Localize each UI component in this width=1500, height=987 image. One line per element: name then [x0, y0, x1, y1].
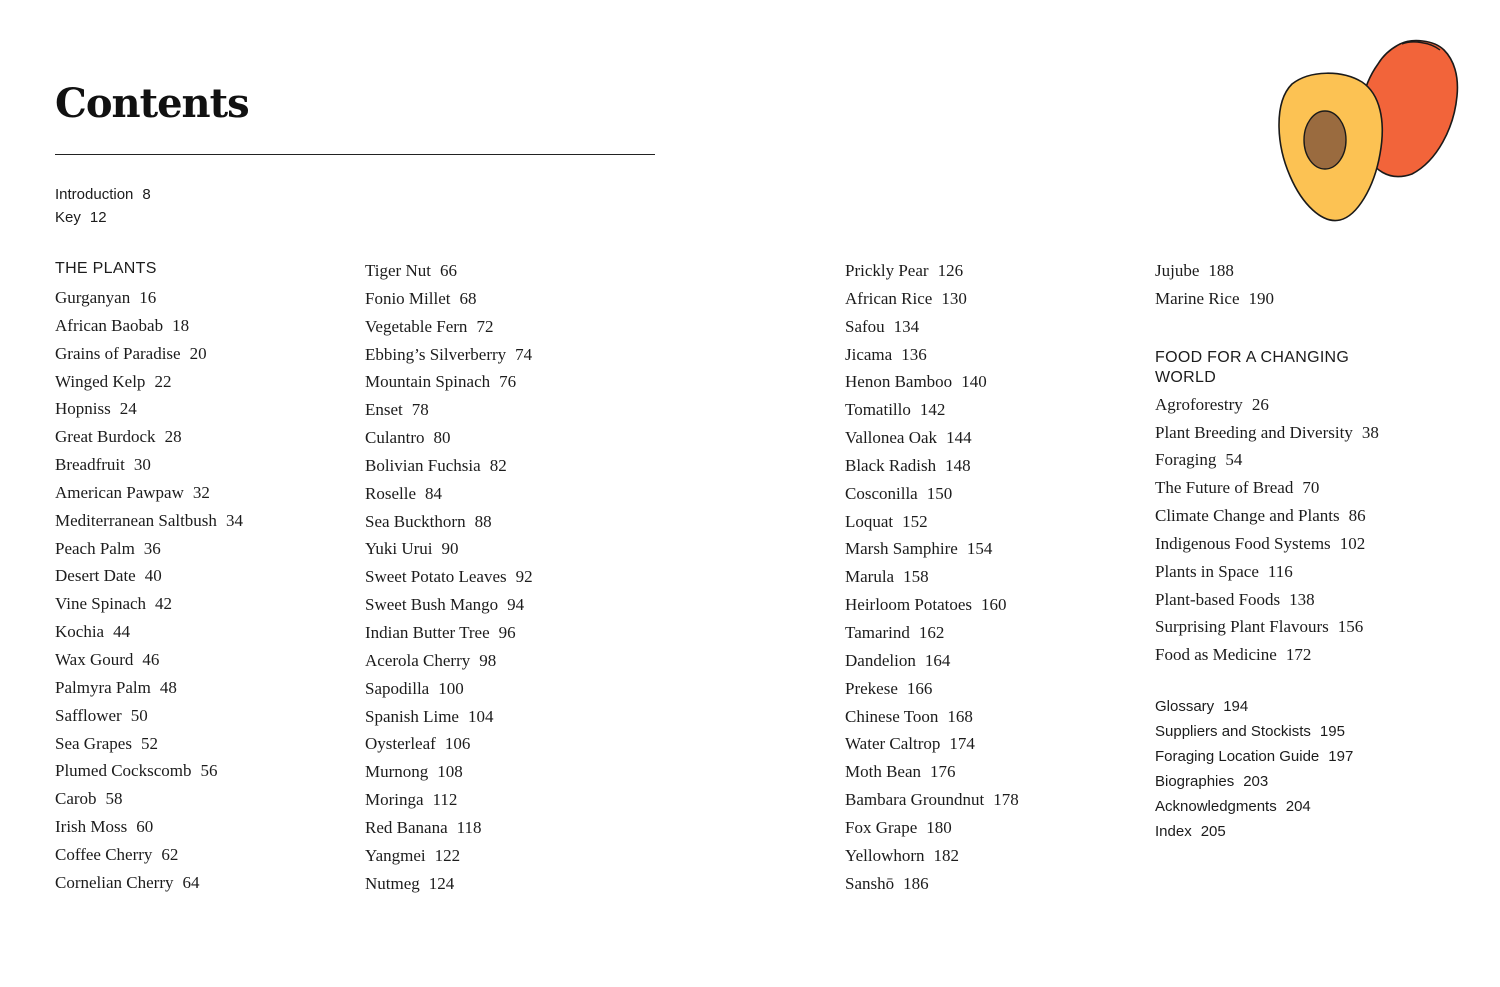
entry-page: 38 [1361, 422, 1379, 442]
front-matter-list [55, 183, 151, 229]
entry-label: Carob [55, 789, 97, 809]
toc-entry[interactable] [55, 183, 151, 206]
entry-page: 124 [428, 873, 455, 893]
entry-label: Sweet Potato Leaves [365, 567, 507, 587]
seed-icon [1304, 111, 1346, 169]
toc-entry[interactable] [365, 758, 533, 786]
entry-label: Introduction [55, 186, 134, 203]
toc-entry[interactable] [1155, 285, 1379, 313]
entry-page: 74 [515, 344, 533, 364]
entry-label: Kochia [55, 622, 105, 642]
entry-page: 16 [139, 288, 157, 307]
entry-page: 26 [1251, 394, 1269, 414]
entry-page: 195 [1319, 723, 1345, 741]
entry-page: 30 [133, 455, 151, 475]
entry-label: Index [1155, 823, 1192, 841]
toc-entry[interactable] [55, 869, 243, 897]
entry-page: 58 [105, 789, 123, 809]
entry-page: 154 [966, 539, 993, 559]
entry-page: 122 [434, 845, 461, 865]
entry-page: 106 [444, 734, 471, 754]
entry-page: 56 [200, 761, 218, 781]
entry-label: Sweet Bush Mango [365, 595, 499, 615]
entry-label: Sea Grapes [55, 733, 132, 753]
entry-page: 12 [89, 209, 107, 226]
toc-entry[interactable] [845, 563, 1019, 591]
toc-entry[interactable] [55, 206, 151, 229]
toc-entry[interactable] [845, 341, 1019, 369]
entry-label: Surprising Plant Flavours [1155, 617, 1329, 637]
entry-label: Bolivian Fuchsia [365, 455, 481, 475]
entry-page: 190 [1248, 288, 1274, 308]
entry-page: 80 [433, 428, 451, 448]
entry-page: 178 [993, 790, 1019, 810]
toc-entry[interactable] [365, 563, 533, 591]
entry-label: Vegetable Fern [365, 316, 468, 336]
entry-page: 40 [144, 566, 162, 586]
entry-label: Roselle [365, 483, 416, 503]
entry-page: 205 [1200, 823, 1226, 841]
entry-label: Mountain Spinach [365, 372, 491, 392]
toc-entry[interactable] [55, 479, 243, 507]
entry-label: Winged Kelp [55, 371, 146, 391]
toc-entry[interactable] [1155, 474, 1379, 502]
entry-label: Peach Palm [55, 538, 135, 558]
entry-label: Moringa [365, 790, 424, 810]
entry-label: Glossary [1155, 698, 1215, 716]
entry-label: Culantro [365, 428, 425, 448]
entry-page: 116 [1267, 561, 1293, 581]
toc-entry[interactable] [1155, 502, 1379, 530]
toc-entry[interactable] [845, 758, 1019, 786]
toc-entry[interactable] [365, 730, 533, 758]
toc-entry[interactable] [845, 257, 1019, 285]
entry-label: Jicama [845, 344, 893, 364]
toc-entry[interactable] [1155, 257, 1379, 285]
toc-entry[interactable] [1155, 641, 1379, 669]
entry-page: 160 [981, 595, 1007, 615]
entry-page: 150 [926, 483, 953, 503]
entry-page: 84 [425, 483, 442, 503]
toc-entry[interactable] [365, 814, 533, 842]
entry-page: 22 [154, 371, 172, 391]
entry-label: Marula [845, 567, 895, 587]
entry-label: Plant Breeding and Diversity [1155, 422, 1353, 442]
back-matter-list [1155, 694, 1379, 844]
toc-entry[interactable] [365, 257, 533, 285]
entry-page: 76 [499, 372, 517, 392]
toc-entry[interactable] [55, 395, 243, 423]
toc-entry[interactable] [365, 619, 533, 647]
entry-label: Grains of Paradise [55, 343, 181, 363]
toc-entry[interactable] [845, 814, 1019, 842]
toc-entry[interactable] [845, 591, 1019, 619]
toc-entry[interactable] [365, 870, 533, 898]
toc-entry[interactable] [365, 591, 533, 619]
entry-page: 88 [474, 511, 492, 531]
entry-page: 174 [949, 734, 975, 754]
toc-entry[interactable] [55, 423, 243, 451]
toc-entry[interactable] [1155, 794, 1379, 819]
toc-entry[interactable] [55, 562, 243, 590]
toc-entry[interactable] [845, 870, 1019, 898]
entry-label: Black Radish [845, 455, 937, 475]
toc-entry[interactable] [55, 451, 243, 479]
entry-page: 96 [498, 622, 516, 642]
entry-label: Red Banana [365, 817, 448, 837]
toc-entry[interactable] [55, 618, 243, 646]
entry-page: 158 [903, 567, 929, 587]
entry-page: 188 [1208, 261, 1234, 280]
toc-entry[interactable] [845, 285, 1019, 313]
entry-page: 156 [1337, 617, 1364, 637]
toc-entry[interactable] [55, 535, 243, 563]
entry-label: Hopniss [55, 399, 111, 419]
entry-page: 126 [937, 261, 964, 280]
entry-page: 8 [142, 186, 151, 203]
toc-entry[interactable] [845, 452, 1019, 480]
entry-label: Indian Butter Tree [365, 622, 490, 642]
entry-label: Acknowledgments [1155, 798, 1277, 816]
toc-entry[interactable] [55, 312, 243, 340]
entry-label: Fox Grape [845, 817, 918, 837]
toc-entry[interactable] [1155, 744, 1379, 769]
toc-entry[interactable] [1155, 613, 1379, 641]
entry-label: Marine Rice [1155, 288, 1240, 308]
entry-label: Fonio Millet [365, 288, 451, 308]
entry-label: African Baobab [55, 315, 164, 335]
halved-fruit-icon [1279, 73, 1382, 220]
toc-entry[interactable] [365, 703, 533, 731]
toc-entry[interactable] [1155, 391, 1379, 419]
entry-label: Yellowhorn [845, 845, 925, 865]
entry-page: 20 [189, 343, 207, 363]
toc-entry[interactable] [365, 313, 533, 341]
toc-entry[interactable] [1155, 719, 1379, 744]
entry-page: 166 [906, 678, 933, 698]
entry-label: Bambara Groundnut [845, 790, 985, 810]
entry-page: 148 [945, 455, 971, 475]
toc-entry[interactable] [55, 646, 243, 674]
toc-entry[interactable] [365, 647, 533, 675]
entry-label: Palmyra Palm [55, 677, 151, 697]
entry-label: Irish Moss [55, 817, 128, 837]
entry-page: 108 [437, 762, 463, 782]
entry-label: Mediterranean Saltbush [55, 510, 217, 530]
entry-page: 168 [947, 706, 973, 726]
entry-page: 138 [1289, 589, 1315, 609]
entry-label: Plants in Space [1155, 561, 1259, 581]
toc-entry[interactable] [55, 841, 243, 869]
entry-page: 64 [182, 872, 200, 892]
toc-entry[interactable] [1155, 586, 1379, 614]
entry-page: 186 [903, 873, 929, 893]
entry-page: 182 [933, 845, 960, 865]
toc-entry[interactable] [365, 842, 533, 870]
toc-entry[interactable] [365, 535, 533, 563]
toc-entry[interactable] [55, 590, 243, 618]
entry-page: 112 [432, 790, 458, 810]
entry-label: Chinese Toon [845, 706, 939, 726]
entry-label: Vallonea Oak [845, 428, 938, 448]
entry-page: 46 [142, 649, 160, 669]
entry-page: 66 [439, 261, 457, 280]
entry-page: 140 [961, 372, 987, 392]
entry-page: 24 [119, 399, 137, 419]
toc-entry[interactable] [845, 424, 1019, 452]
entry-label: Foraging [1155, 450, 1217, 470]
entry-page: 98 [479, 650, 497, 670]
toc-entry[interactable] [845, 535, 1019, 563]
entry-label: Cosconilla [845, 483, 918, 503]
entry-page: 52 [140, 733, 158, 753]
entry-label: Key [55, 209, 81, 226]
entry-page: 136 [901, 344, 927, 364]
page-title: Contents [55, 80, 249, 127]
toc-entry[interactable] [1155, 694, 1379, 719]
entry-page: 48 [159, 677, 177, 697]
toc-entry[interactable] [1155, 769, 1379, 794]
entry-label: Sea Buckthorn [365, 511, 466, 531]
entry-label: Murnong [365, 762, 429, 782]
entry-label: Biographies [1155, 773, 1235, 791]
entry-label: Sapodilla [365, 678, 430, 698]
entry-label: Safflower [55, 705, 122, 725]
entry-page: 28 [164, 427, 182, 447]
entry-page: 142 [919, 400, 946, 420]
entry-page: 152 [902, 511, 928, 531]
entry-page: 118 [456, 817, 482, 837]
entry-label: Great Burdock [55, 427, 156, 447]
toc-entry[interactable] [1155, 558, 1379, 586]
entry-label: Vine Spinach [55, 594, 147, 614]
entry-page: 70 [1302, 478, 1320, 498]
entry-label: Suppliers and Stockists [1155, 723, 1311, 741]
entry-page: 203 [1243, 773, 1269, 791]
toc-entry[interactable] [1155, 530, 1379, 558]
entry-page: 18 [172, 315, 190, 335]
entry-label: Plant-based Foods [1155, 589, 1281, 609]
entry-page: 144 [946, 428, 972, 448]
entry-page: 78 [411, 400, 429, 420]
toc-entry[interactable] [845, 313, 1019, 341]
entry-page: 194 [1223, 698, 1249, 716]
toc-entry[interactable] [365, 508, 533, 536]
toc-entry[interactable] [365, 396, 533, 424]
entry-label: Moth Bean [845, 762, 922, 782]
toc-entry[interactable] [845, 703, 1019, 731]
toc-entry[interactable] [55, 368, 243, 396]
entry-label: American Pawpaw [55, 482, 184, 502]
toc-entry[interactable] [55, 730, 243, 758]
entry-label: Ebbing’s Silverberry [365, 344, 507, 364]
entry-label: Desert Date [55, 566, 136, 586]
contents-column-1 [55, 257, 243, 897]
entry-page: 180 [926, 817, 952, 837]
entry-label: Gurganyan [55, 288, 131, 307]
toc-entry[interactable] [845, 675, 1019, 703]
entry-label: Tamarind [845, 622, 910, 642]
entry-label: Safou [845, 316, 885, 336]
entry-page: 92 [515, 567, 533, 587]
toc-entry[interactable] [365, 675, 533, 703]
entry-page: 82 [489, 455, 507, 475]
entry-label: Heirloom Potatoes [845, 595, 973, 615]
contents-column-3 [845, 257, 1019, 897]
entry-label: Wax Gourd [55, 649, 134, 669]
entry-label: Tomatillo [845, 400, 911, 420]
entry-page: 130 [941, 288, 967, 308]
toc-entry[interactable] [845, 396, 1019, 424]
entry-page: 172 [1285, 645, 1312, 665]
toc-entry[interactable] [365, 424, 533, 452]
toc-entry[interactable] [55, 757, 243, 785]
toc-entry[interactable] [845, 368, 1019, 396]
entry-label: Yuki Urui [365, 539, 433, 559]
entry-page: 102 [1339, 533, 1366, 553]
entry-page: 72 [476, 316, 494, 336]
entry-page: 44 [113, 622, 131, 642]
entry-page: 68 [459, 288, 477, 308]
toc-entry[interactable] [365, 786, 533, 814]
toc-entry[interactable] [55, 674, 243, 702]
entry-page: 34 [225, 510, 243, 530]
entry-label: Prickly Pear [845, 261, 929, 280]
entry-page: 176 [930, 762, 956, 782]
toc-entry[interactable] [845, 647, 1019, 675]
toc-entry[interactable] [845, 508, 1019, 536]
toc-entry[interactable] [55, 507, 243, 535]
toc-entry[interactable] [365, 341, 533, 369]
toc-entry[interactable] [365, 285, 533, 313]
toc-entry[interactable] [55, 813, 243, 841]
entry-label: Henon Bamboo [845, 372, 953, 392]
toc-entry[interactable] [845, 480, 1019, 508]
title-divider [55, 154, 655, 155]
entry-label: Tiger Nut [365, 261, 431, 280]
entry-label: Acerola Cherry [365, 650, 471, 670]
entry-page: 104 [467, 706, 494, 726]
toc-entry[interactable] [365, 368, 533, 396]
entry-page: 134 [893, 316, 920, 336]
toc-entry[interactable] [365, 480, 533, 508]
entry-label: Prekese [845, 678, 898, 698]
toc-entry[interactable] [365, 452, 533, 480]
entry-page: 50 [130, 705, 148, 725]
entry-label: Loquat [845, 511, 894, 531]
entry-page: 204 [1285, 798, 1311, 816]
entry-page: 90 [441, 539, 459, 559]
toc-entry[interactable] [845, 786, 1019, 814]
entry-label: Dandelion [845, 650, 916, 670]
entry-page: 197 [1328, 748, 1354, 766]
entry-label: Nutmeg [365, 873, 420, 893]
toc-entry[interactable] [1155, 819, 1379, 844]
toc-entry[interactable] [845, 619, 1019, 647]
entry-label: African Rice [845, 288, 933, 308]
entry-label: Sanshō [845, 873, 895, 893]
entry-label: Marsh Samphire [845, 539, 958, 559]
section-heading-food: FOOD FOR A CHANGING WORLD [1155, 348, 1350, 386]
toc-entry[interactable] [55, 702, 243, 730]
entry-label: The Future of Bread [1155, 478, 1294, 498]
entry-label: Agroforestry [1155, 394, 1243, 414]
entry-page: 60 [136, 817, 154, 837]
entry-page: 42 [155, 594, 173, 614]
toc-entry[interactable] [55, 785, 243, 813]
contents-column-2 [365, 257, 533, 897]
toc-entry[interactable] [55, 340, 243, 368]
entry-page: 62 [161, 844, 179, 864]
entry-page: 86 [1348, 506, 1366, 526]
entry-label: Food as Medicine [1155, 645, 1277, 665]
entry-page: 164 [924, 650, 951, 670]
entry-page: 32 [192, 482, 210, 502]
toc-entry[interactable] [845, 842, 1019, 870]
entry-label: Indigenous Food Systems [1155, 533, 1331, 553]
entry-label: Cornelian Cherry [55, 872, 174, 892]
entry-page: 36 [143, 538, 161, 558]
section-heading-plants: THE PLANTS [55, 260, 157, 277]
entry-label: Spanish Lime [365, 706, 459, 726]
entry-label: Foraging Location Guide [1155, 748, 1320, 766]
toc-entry[interactable] [845, 730, 1019, 758]
contents-column-4 [1155, 257, 1379, 844]
entry-label: Breadfruit [55, 455, 125, 475]
entry-label: Jujube [1155, 261, 1200, 280]
toc-entry[interactable] [1155, 419, 1379, 447]
entry-label: Coffee Cherry [55, 844, 153, 864]
entry-label: Oysterleaf [365, 734, 436, 754]
entry-label: Plumed Cockscomb [55, 761, 192, 781]
entry-label: Enset [365, 400, 403, 420]
entry-label: Yangmei [365, 845, 426, 865]
entry-page: 162 [918, 622, 945, 642]
entry-page: 100 [438, 678, 464, 698]
toc-entry[interactable] [1155, 446, 1379, 474]
entry-label: Climate Change and Plants [1155, 506, 1340, 526]
halved-fruit-illustration [1262, 36, 1462, 226]
entry-page: 54 [1225, 450, 1243, 470]
toc-entry[interactable] [55, 284, 243, 312]
entry-label: Water Caltrop [845, 734, 941, 754]
entry-page: 94 [507, 595, 525, 615]
